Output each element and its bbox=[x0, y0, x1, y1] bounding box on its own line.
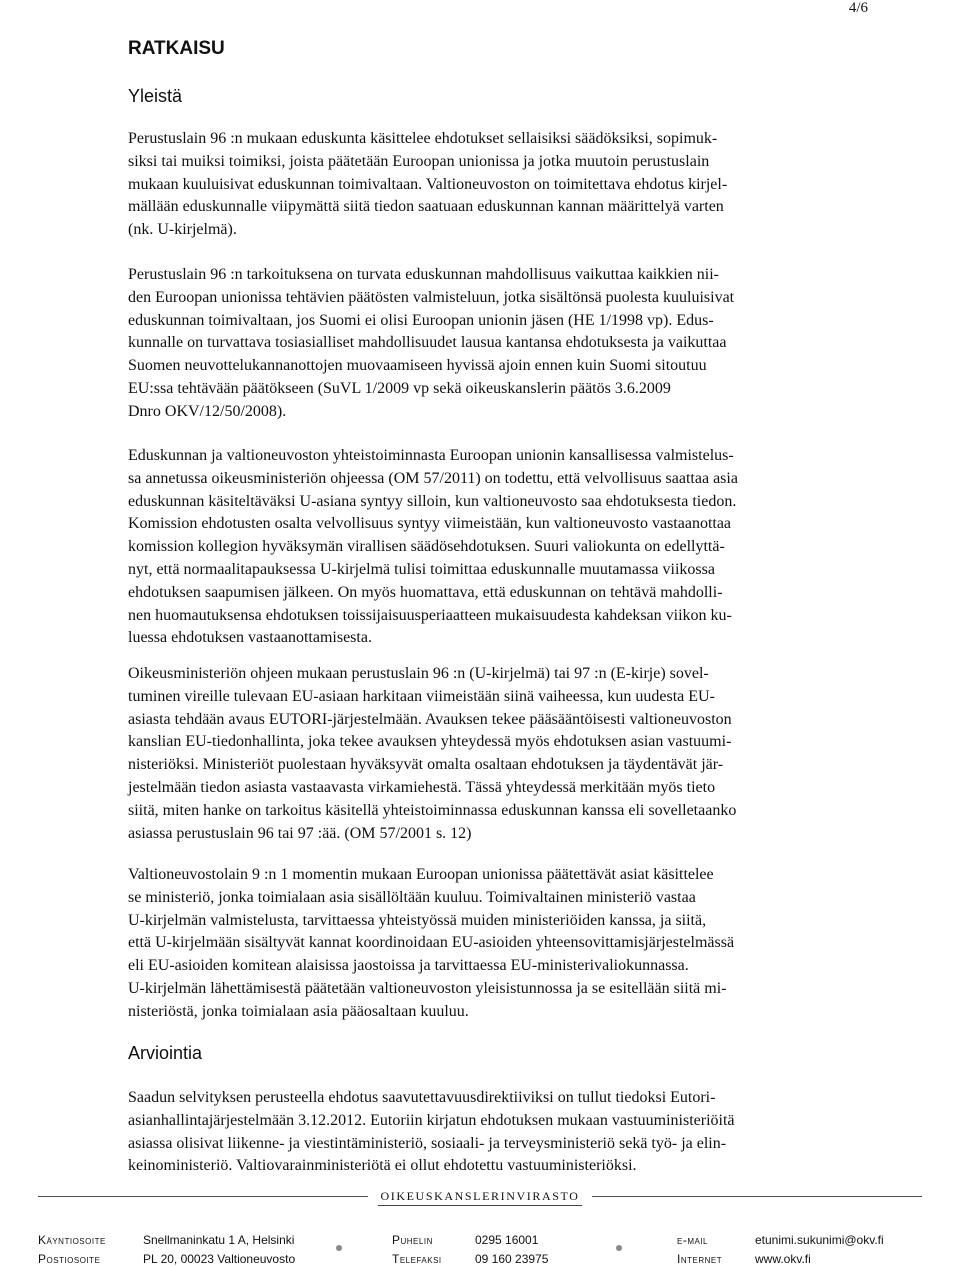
text-line: Saadun selvityksen perusteella ehdotus saavutettavuusdirektiiviksi on tullut tiedoksi Eutori- bbox=[128, 1089, 716, 1106]
text-line: U-kirjelmän valmistelusta, tarvittaessa yhteistyössä muiden ministeriöiden kanssa, ja siitä, bbox=[128, 911, 707, 929]
text-line: U-kirjelmän lähettämisestä päätetään valtioneuvoston yleisistunnossa ja se esitellään siitä mi- bbox=[128, 979, 727, 997]
text-line: Perustuslain 96 :n mukaan eduskunta käsittelee ehdotukset sellaisiksi säädöksiksi, sopimuk- bbox=[128, 130, 718, 147]
footer-postal-value: PL 20, 00023 Valtioneuvosto bbox=[143, 1252, 296, 1266]
footer-visiting-value: Snellmaninkatu 1 A, Helsinki bbox=[143, 1233, 295, 1247]
paragraph-1 bbox=[128, 128, 868, 242]
footer-website-link[interactable]: www.okv.fi bbox=[755, 1252, 811, 1266]
text-line: tuminen vireille tulevaan EU-asiaan harkitaan viimeistään siinä vaiheessa, kun uudesta EU- bbox=[128, 687, 715, 705]
text-line: nisteriöksi. Ministeriöt puolestaan hyväksyvät omalta osaltaan ehdotuksen ja täydentävät jär- bbox=[128, 756, 724, 774]
footer-email-label: e-mail bbox=[677, 1233, 709, 1247]
footer-internet-label: Internet bbox=[677, 1252, 723, 1266]
text-line: se ministeriö, jonka toimialaan asia sisällöltään kuuluu. Toimivaltainen ministeriö vastaa bbox=[128, 888, 696, 906]
paragraph-6 bbox=[128, 1087, 868, 1178]
text-line: EU:ssa tehtävään päätökseen (SuVL 1/2009 vp sekä oikeuskanslerin päätös 3.6.2009 bbox=[128, 379, 671, 397]
footer-fax-value: 09 160 23975 bbox=[475, 1252, 549, 1266]
text-line: asianhallintajärjestelmään 3.12.2012. Eutoriin kirjatun ehdotuksen mukaan vastuuministeriöitä bbox=[128, 1111, 735, 1129]
text-line: mällään eduskunnalle viipymättä siitä tiedon saatuaan eduskunnan kannan määrittelyä varten bbox=[128, 198, 724, 216]
text-line: keinoministeriö. Valtiovarainministeriötä ei ollut ehdotettu vastuuministeriöksi. bbox=[128, 1157, 637, 1175]
footer-divider-left bbox=[38, 1196, 368, 1197]
text-line: asiassa perustuslain 96 tai 97 :ää. (OM 57/2001 s. 12) bbox=[128, 824, 472, 842]
footer-phone-label: Puhelin bbox=[392, 1233, 433, 1247]
text-line: jestelmään tiedon asiasta vastaavasta virkamiehestä. Tässä yhteydessä merkitään myös tieto bbox=[128, 778, 716, 796]
paragraph-2 bbox=[128, 264, 868, 424]
footer-brand: OIKEUSKANSLERINVIRASTO bbox=[380, 1189, 580, 1203]
footer-dot-separator bbox=[336, 1245, 342, 1251]
text-line: kunnalle on turvattava tosiasialliset mahdollisuudet lausua kantansa ehdotuksesta ja vaikuttaa bbox=[128, 334, 727, 352]
text-line: eli EU-asioiden komitean alaisissa jaostoissa ja tarvittaessa EU-ministerivaliokunnassa. bbox=[128, 957, 689, 975]
footer-visiting-label: Käyntiosoite bbox=[38, 1233, 106, 1247]
paragraph-5 bbox=[128, 864, 868, 1024]
footer-phone-value: 0295 16001 bbox=[475, 1233, 539, 1247]
text-line: (nk. U-kirjelmä). bbox=[128, 221, 237, 239]
text-line: nisteriöstä, jonka toimialaan asia pääosaltaan kuuluu. bbox=[128, 1002, 469, 1020]
text-line: Suomen neuvottelukannanottojen muovaamiseen hyvissä ajoin ennen kuin Suomi sitoutuu bbox=[128, 357, 707, 375]
text-line: että U-kirjelmään sisältyvät kannat koordinoidaan EU-asioiden yhteensovittamisjärjestelmässä bbox=[128, 934, 735, 952]
page-title: RATKAISU bbox=[128, 38, 225, 59]
text-line: mukaan kuuluisivat eduskunnan toimivaltaan. Valtioneuvoston on toimitettava ehdotus kirjel- bbox=[128, 175, 728, 193]
text-line: luessa ehdotuksen vastaanottamisesta. bbox=[128, 629, 372, 647]
text-line: sa annetussa oikeusministeriön ohjeessa (OM 57/2011) on todettu, että velvollisuus saattaa asia bbox=[128, 469, 738, 487]
footer-postal-label: Postiosoite bbox=[38, 1252, 101, 1266]
text-line: siksi tai muiksi toimiksi, joista päätetään Euroopan unionissa ja jotka muutoin perustuslain bbox=[128, 152, 710, 170]
text-line: nen huomautuksensa ehdotuksen toissijaisuusperiaatteen mukaisuudesta kahdeksan viikon ku- bbox=[128, 606, 732, 624]
text-line: eduskunnan käsiteltäväksi U-asiana syntyy silloin, kun valtioneuvosto saa ehdotuksesta tiedon. bbox=[128, 492, 737, 510]
page-number: 4/6 bbox=[848, 0, 868, 16]
footer-brand-rule bbox=[378, 1205, 582, 1206]
section-heading-general: Yleistä bbox=[128, 86, 183, 106]
section-heading-assessment: Arviointia bbox=[128, 1043, 203, 1063]
text-line: Komission ehdotusten osalta velvollisuus syntyy viimeistään, kun valtioneuvosto vastaanottaa bbox=[128, 515, 732, 533]
footer-dot-separator bbox=[616, 1245, 622, 1251]
text-line: Perustuslain 96 :n tarkoituksena on turvata eduskunnan mahdollisuus vaikuttaa kaikkien nii- bbox=[128, 266, 719, 283]
text-line: komission kollegion hyväksymän virallisen säädösehdotuksen. Suuri valiokunta on edellyttä- bbox=[128, 538, 725, 556]
footer-divider-right bbox=[592, 1196, 922, 1197]
text-line: Valtioneuvostolain 9 :n 1 momentin mukaan Euroopan unionissa päätettävät asiat käsittelee bbox=[128, 866, 714, 883]
text-line: Eduskunnan ja valtioneuvoston yhteistoiminnasta Euroopan unionin kansallisessa valmistelus- bbox=[128, 447, 734, 464]
paragraph-4 bbox=[128, 663, 868, 845]
text-line: eduskunnan toimivaltaan, jos Suomi ei olisi Euroopan unionin jäsen (HE 1/1998 vp). Edus- bbox=[128, 311, 714, 329]
footer-fax-label: Telefaksi bbox=[392, 1252, 442, 1266]
footer-email-link[interactable]: etunimi.sukunimi@okv.fi bbox=[755, 1233, 884, 1247]
text-line: Oikeusministeriön ohjeen mukaan perustuslain 96 :n (U-kirjelmä) tai 97 :n (E-kirje) sovel- bbox=[128, 665, 709, 682]
text-line: nyt, että normaalitapauksessa U-kirjelmä tulisi toimittaa eduskunnalle muutamassa viikossa bbox=[128, 560, 715, 578]
text-line: siitä, miten hanke on tarkoitus käsitellä yhteistoiminnassa eduskunnan kanssa eli sovelletaanko bbox=[128, 801, 737, 819]
text-line: kanslian EU-tiedonhallinta, joka tekee avauksen yhteydessä myös ehdotuksen asian vastuumi- bbox=[128, 733, 732, 751]
paragraph-3 bbox=[128, 445, 868, 650]
text-line: den Euroopan unionissa tehtävien päätösten valmisteluun, jotka sisältönsä puolesta kuuluisivat bbox=[128, 288, 735, 306]
text-line: asiassa olisivat liikenne- ja viestintäministeriö, sosiaali- ja terveysministeriö sekä työ- ja elin- bbox=[128, 1134, 727, 1152]
text-line: asiasta tehdään avaus EUTORI-järjestelmään. Avauksen tekee pääsääntöisesti valtioneuvoston bbox=[128, 710, 732, 728]
text-line: ehdotuksen saapumisen jälkeen. On myös huomattava, että eduskunnan on tehtävä mahdolli- bbox=[128, 583, 723, 601]
text-line: Dnro OKV/12/50/2008). bbox=[128, 402, 287, 420]
